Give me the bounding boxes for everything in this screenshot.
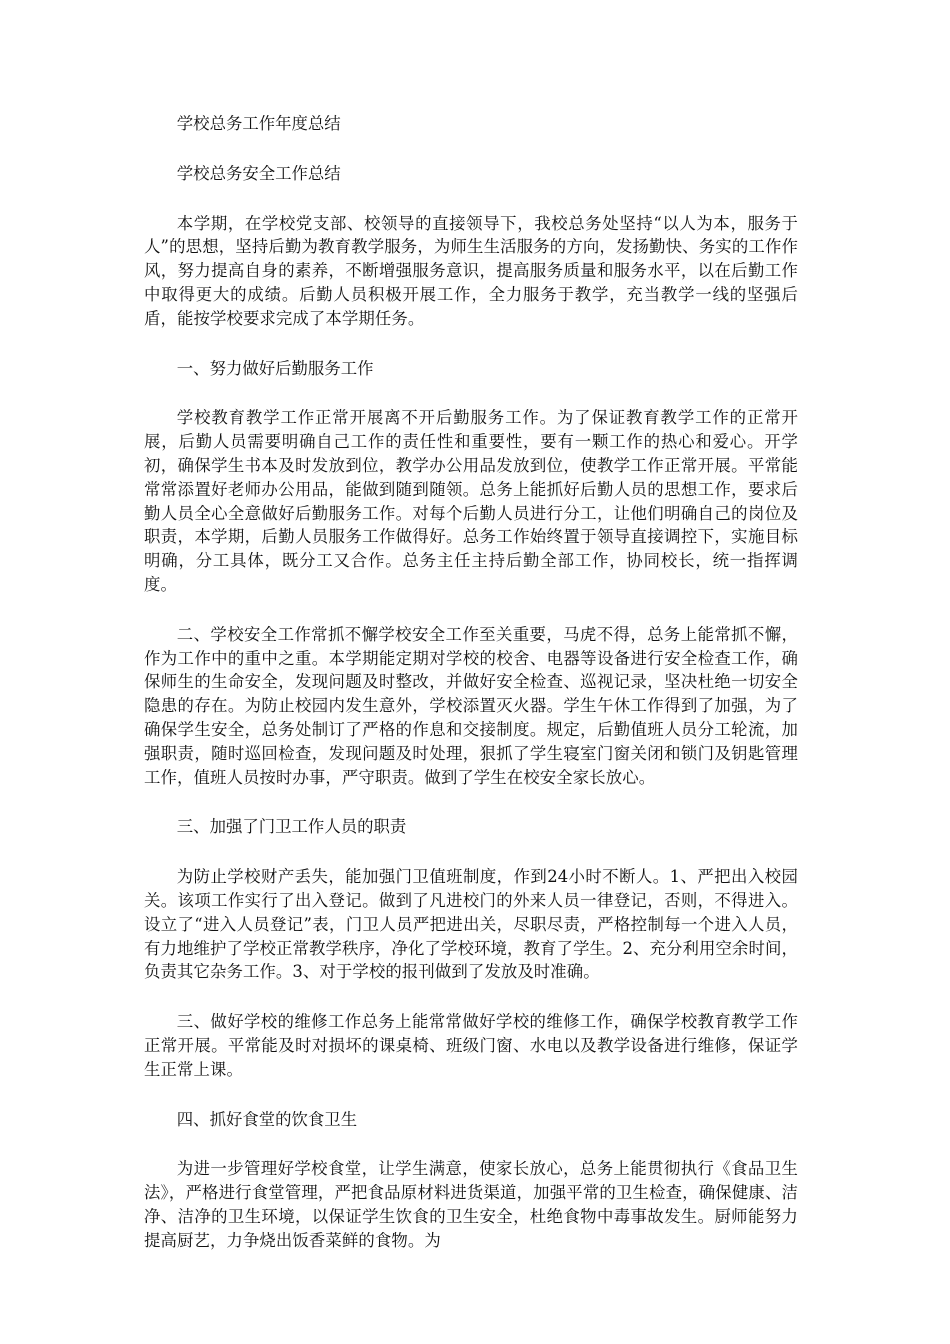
document-title: 学校总务工作年度总结 — [176, 114, 341, 133]
section-3-paragraph: 为防止学校财产丢失，能加强门卫值班制度，作到24小时不断人。1、严把出入校园关。该项工作实行了出入登记。做到了凡进校门的外来人员一律登记，否则，不得进入。设立了“进入人员登记”表，门卫人员严把进出关，尽职尽责，严格控制每一个进入人员，有力地维护了学校正常教学秩序，净化了学校环境，教育了学生。2、充分利用空余时间，负责其它杂务工作。3、对于学校的报刊做到了发放及时准确。 — [144, 867, 798, 982]
intro-paragraph: 本学期，在学校党支部、校领导的直接领导下，我校总务处坚持“以人为本，服务于人”的思想，坚持后勤为教育教学服务，为师生生活服务的方向，发扬勤快、务实的工作作风，努力提高自身的素养，不断增强服务意识，提高服务质量和服务水平，以在后勤工作中取得更大的成绩。后勤人员积极开展工作，全力服务于教学，充当教学一线的坚强后盾，能按学校要求完成了本学期任务。 — [144, 213, 798, 328]
section-4-paragraph: 为进一步管理好学校食堂，让学生满意，使家长放心，总务上能贯彻执行《食品卫生法》，严格进行食堂管理，严把食品原材料进货渠道，加强平常的卫生检查，确保健康、洁净、洁净的卫生环境，以保证学生饮食的卫生安全，杜绝食物中毒事故发生。厨师能努力提高厨艺，力争烧出饭香菜鲜的食物。为 — [144, 1159, 798, 1250]
document-subtitle: 学校总务安全工作总结 — [176, 163, 341, 183]
section-1-heading: 一、努力做好后勤服务工作 — [176, 358, 374, 378]
section-3-heading: 三、加强了门卫工作人员的职责 — [176, 817, 407, 837]
section-1-paragraph: 学校教育教学工作正常开展离不开后勤服务工作。为了保证教育教学工作的正常开展，后勤人员需要明确自己工作的责任性和重要性，要有一颗工作的热心和爱心。开学初，确保学生书本及时发放到位，教学办公用品发放到位，使教学工作正常开展。平常能常常添置好老师办公用品，能做到随到随领。总务上能抓好后勤人员的思想工作，要求后勤人员全心全意做好后勤服务工作。对每个后勤人员进行分工，让他们明确自己的岗位及职责，本学期，后勤人员服务工作做得好。总务工作始终置于领导直接调控下，实施目标明确，分工具体，既分工又合作。总务主任主持后勤全部工作，协同校长，统一指挥调度。 — [144, 408, 798, 594]
section-2-paragraph: 二、学校安全工作常抓不懈学校安全工作至关重要，马虎不得，总务上能常抓不懈，作为工作中的重中之重。本学期能定期对学校的校舍、电器等设备进行安全检查工作，确保师生的生命安全，发现问题及时整改，并做好安全检查、巡视记录，坚决杜绝一切安全隐患的存在。为防止校园内发生意外，学校添置灭火器。学生午休工作得到了加强，为了确保学生安全，总务处制订了严格的作息和交接制度。规定，后勤值班人员分工轮流，加强职责，随时巡回检查，发现问题及时处理，狠抓了学生寝室门窗关闭和锁门及钥匙管理工作，值班人员按时办事，严守职责。做到了学生在校安全家长放心。 — [144, 624, 798, 787]
section-4-heading: 四、抓好食堂的饮食卫生 — [176, 1109, 358, 1129]
document-page — [144, 112, 798, 1278]
section-3b-paragraph: 三、做好学校的维修工作总务上能常常做好学校的维修工作，确保学校教育教学工作正常开展。平常能及时对损坏的课桌椅、班级门窗、水电以及教学设备进行维修，保证学生正常上课。 — [144, 1012, 798, 1079]
